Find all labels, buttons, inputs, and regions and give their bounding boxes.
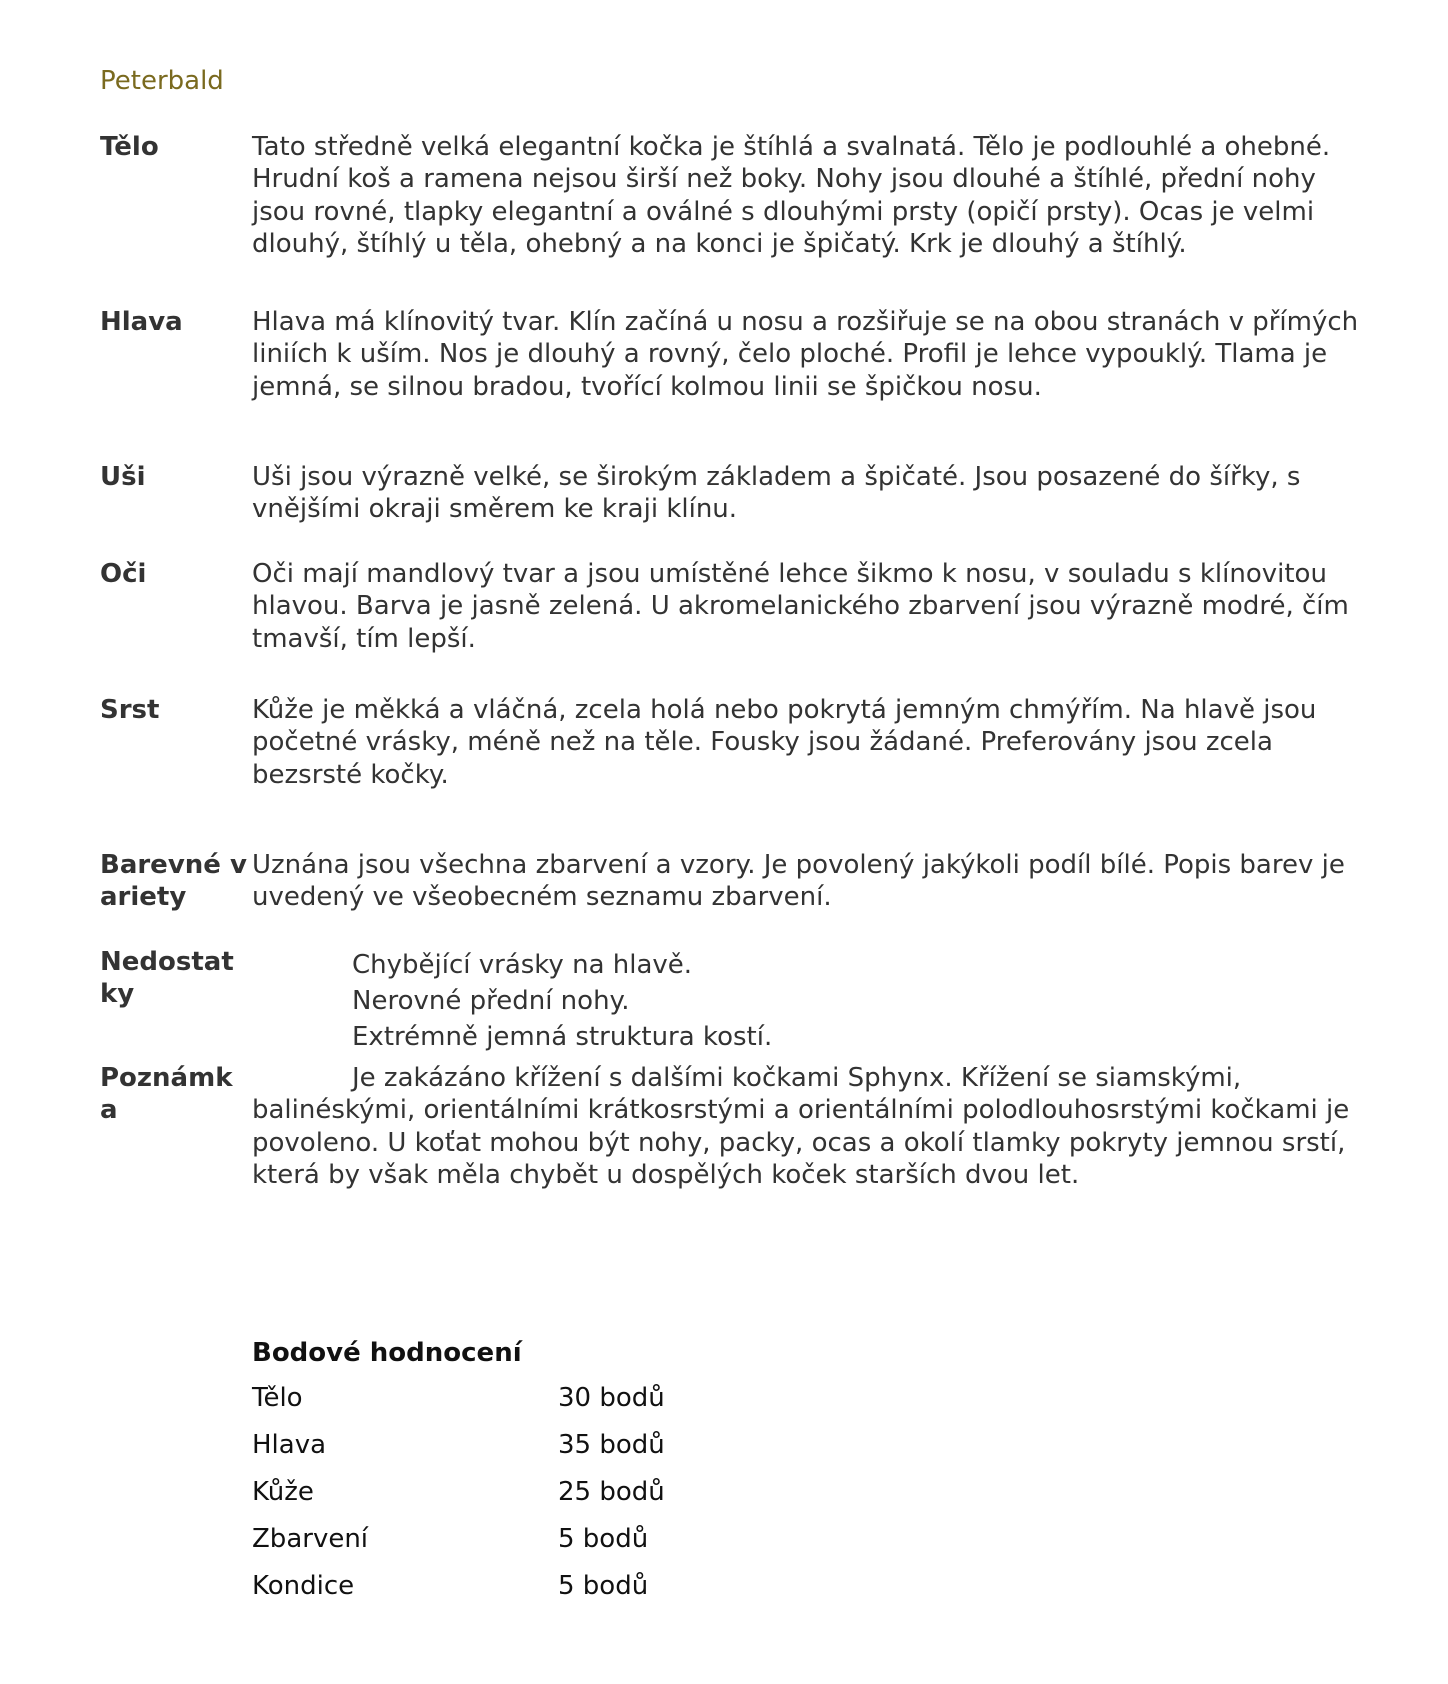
section-term: Barevné variety — [100, 850, 247, 912]
table-row — [252, 1522, 758, 1569]
section-term: Oči — [100, 559, 147, 589]
faults-list — [252, 947, 1360, 1055]
section-term: Hlava — [100, 307, 183, 337]
section-term: Tělo — [100, 132, 159, 162]
section-text: Je zakázáno křížení s dalšími kočkami Sphynx. Křížení se siamskými, balinéskými, orientálními krátkosrstými a orientálními polodlouhosrstými kočkami je povoleno. U koťat mohou být nohy, packy, ocas a okolí tlamky pokryty jemnou srstí, která by však měla chybět u dospělých koček starších dvou let. — [252, 1063, 1350, 1191]
scoring-table — [252, 1336, 758, 1616]
table-row — [252, 1475, 758, 1522]
page-title: Peterbald — [100, 66, 224, 96]
score-value: 5 bodů — [558, 1524, 649, 1554]
table-row — [252, 1381, 758, 1428]
score-name: Tělo — [252, 1383, 303, 1413]
table-row — [252, 1569, 758, 1616]
score-name: Zbarvení — [252, 1524, 369, 1554]
section-term: Poznámka — [100, 1063, 233, 1125]
score-name: Kondice — [252, 1571, 355, 1601]
score-name: Hlava — [252, 1430, 327, 1460]
score-value: 5 bodů — [558, 1571, 649, 1601]
score-value: 30 bodů — [558, 1383, 665, 1413]
section-term: Srst — [100, 695, 160, 725]
score-name: Kůže — [252, 1477, 314, 1507]
section-text: Hlava má klínovitý tvar. Klín začíná u nosu a rozšiřuje se na obou stranách v přímých liniích k uším. Nos je dlouhý a rovný, čelo ploché. Profil je lehce vypouklý. Tlama je jemná, se silnou bradou, tvořící kolmou linii se špičkou nosu. — [252, 307, 1359, 402]
list-item: Extrémně jemná struktura kostí. — [352, 1022, 773, 1052]
list-item: Nerovné přední nohy. — [352, 986, 630, 1016]
score-value: 25 bodů — [558, 1477, 665, 1507]
list-item: Chybějící vrásky na hlavě. — [352, 950, 693, 980]
section-term: Uši — [100, 462, 146, 492]
section-text: Uznána jsou všechna zbarvení a vzory. Je povolený jakýkoli podíl bílé. Popis barev je uvedený ve všeobecném seznamu zbarvení. — [252, 850, 1345, 913]
section-text: Kůže je měkká a vláčná, zcela holá nebo pokrytá jemným chmýřím. Na hlavě jsou početné vrásky, méně než na těle. Fousky jsou žádané. Preferovány jsou zcela bezsrsté kočky. — [252, 695, 1317, 790]
section-term: Nedostatky — [100, 947, 234, 1009]
section-text: Oči mají mandlový tvar a jsou umístěné lehce šikmo k nosu, v souladu s klínovitou hlavou. Barva je jasně zelená. U akromelanického zbarvení jsou výrazně modré, čím tmavší, tím lepší. — [252, 559, 1349, 654]
table-row — [252, 1428, 758, 1475]
score-value: 35 bodů — [558, 1430, 665, 1460]
scoring-title: Bodové hodnocení — [252, 1338, 522, 1368]
section-text: Uši jsou výrazně velké, se širokým základem a špičaté. Jsou posazené do šířky, s vnějšími okraji směrem ke kraji klínu. — [252, 462, 1301, 525]
section-text: Tato středně velká elegantní kočka je štíhlá a svalnatá. Tělo je podlouhlé a ohebné. Hrudní koš a ramena nejsou širší než boky. Nohy jsou dlouhé a štíhlé, přední nohy jsou rovné, tlapky elegantní a oválné s dlouhými prsty (opičí prsty). Ocas je velmi dlouhý, štíhlý u těla, ohebný a na konci je špičatý. Krk je dlouhý a štíhlý. — [252, 132, 1331, 260]
